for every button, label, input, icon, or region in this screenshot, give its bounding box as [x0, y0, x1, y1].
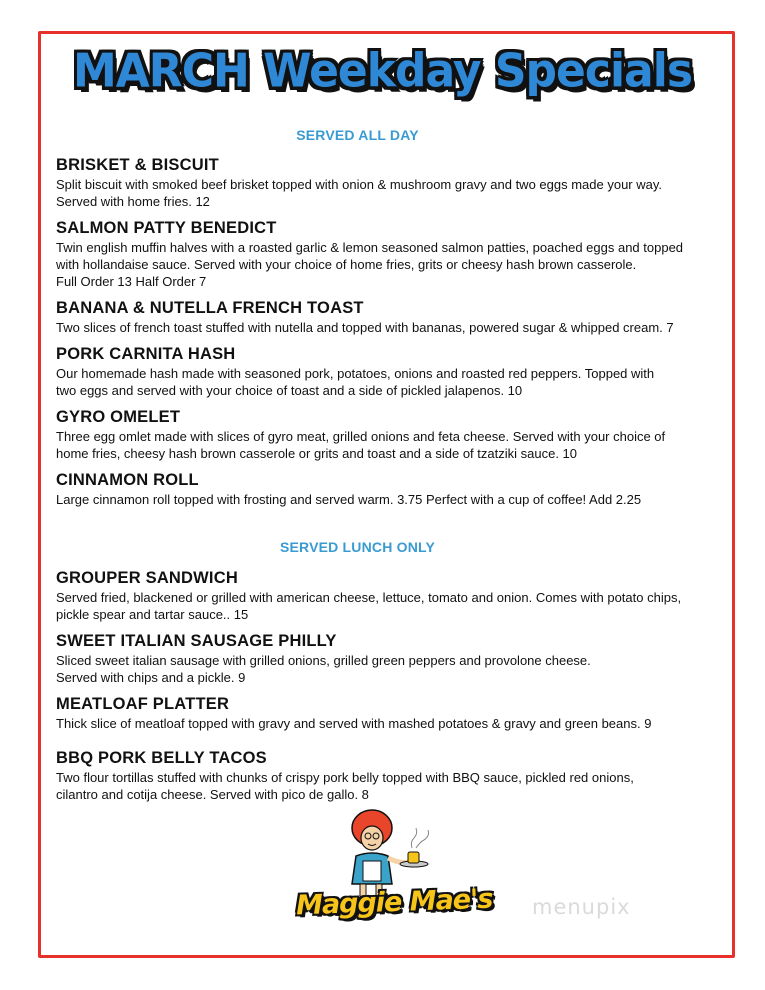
item-description: [56, 589, 726, 623]
menu-item: [56, 568, 726, 623]
item-description: [56, 769, 726, 803]
menu-item: [56, 407, 726, 462]
menu-title: MARCH Weekday Specials: [72, 44, 693, 99]
description-line: Large cinnamon roll topped with frosting and served warm. 3.75 Perfect with a cup of coffee! Add 2.25: [56, 492, 642, 507]
item-name: BANANA & NUTELLA FRENCH TOAST: [56, 299, 364, 317]
menu-item: [56, 748, 726, 803]
menu-item: [56, 344, 726, 399]
item-name: PORK CARNITA HASH: [56, 345, 236, 363]
item-description: [56, 176, 726, 210]
item-description: [56, 365, 726, 399]
menu-item: [56, 631, 726, 686]
menu-item: [56, 694, 726, 732]
description-line: home fries, cheesy hash brown casserole or grits and toast and a side of tzatziki sauce. 10: [56, 446, 577, 461]
description-line: Served fried, blackened or grilled with american cheese, lettuce, tomato and onion. Comes with potato chips,: [56, 590, 682, 605]
item-name: BRISKET & BISCUIT: [56, 156, 219, 174]
description-line: pickle spear and tartar sauce.. 15: [56, 607, 249, 622]
item-description: [56, 491, 726, 508]
description-line: Twin english muffin halves with a roasted garlic & lemon seasoned salmon patties, poached eggs and topped: [56, 240, 684, 255]
item-description: [56, 652, 726, 686]
description-line: Split biscuit with smoked beef brisket topped with onion & mushroom gravy and two eggs made your way.: [56, 177, 663, 192]
description-line: with hollandaise sauce. Served with your choice of home fries, grits or cheesy hash brown casserole.: [56, 257, 637, 272]
item-description: [56, 319, 726, 336]
item-name: MEATLOAF PLATTER: [56, 695, 230, 713]
description-line: Two slices of french toast stuffed with nutella and topped with bananas, powered sugar & whipped cream. 7: [56, 320, 674, 335]
item-name: SALMON PATTY BENEDICT: [56, 219, 277, 237]
description-line: Served with chips and a pickle. 9: [56, 670, 246, 685]
item-description: [56, 715, 726, 732]
section-heading-all-day: SERVED ALL DAY: [296, 127, 419, 143]
item-name: GROUPER SANDWICH: [56, 569, 238, 587]
maggie-maes-logo: Maggie Mae's: [295, 883, 493, 922]
description-line: Our homemade hash made with seasoned pork, potatoes, onions and roasted red peppers. Topped with: [56, 366, 655, 381]
menu-item: [56, 470, 726, 508]
menu-item: [56, 298, 726, 336]
item-name: CINNAMON ROLL: [56, 471, 199, 489]
item-name: GYRO OMELET: [56, 408, 181, 426]
item-name: BBQ PORK BELLY TACOS: [56, 749, 267, 767]
description-line: Thick slice of meatloaf topped with gravy and served with mashed potatoes & gravy and green beans. 9: [56, 716, 652, 731]
section-heading-lunch-only: SERVED LUNCH ONLY: [279, 539, 436, 555]
description-line: Served with home fries. 12: [56, 194, 210, 209]
description-line: Three egg omlet made with slices of gyro meat, grilled onions and feta cheese. Served with your choice of: [56, 429, 666, 444]
description-line: cilantro and cotija cheese. Served with pico de gallo. 8: [56, 787, 369, 802]
description-line: Full Order 13 Half Order 7: [56, 274, 207, 289]
item-name: SWEET ITALIAN SAUSAGE PHILLY: [56, 632, 337, 650]
item-description: [56, 239, 726, 290]
item-description: [56, 428, 726, 462]
description-line: Sliced sweet italian sausage with grilled onions, grilled green peppers and provolone cheese.: [56, 653, 591, 668]
description-line: Two flour tortillas stuffed with chunks of crispy pork belly topped with BBQ sauce, pickled red onions,: [56, 770, 634, 785]
description-line: two eggs and served with your choice of toast and a side of pickled jalapenos. 10: [56, 383, 523, 398]
menu-item: [56, 218, 726, 290]
menu-item: [56, 155, 726, 210]
menupix-watermark: menupix: [532, 895, 631, 919]
